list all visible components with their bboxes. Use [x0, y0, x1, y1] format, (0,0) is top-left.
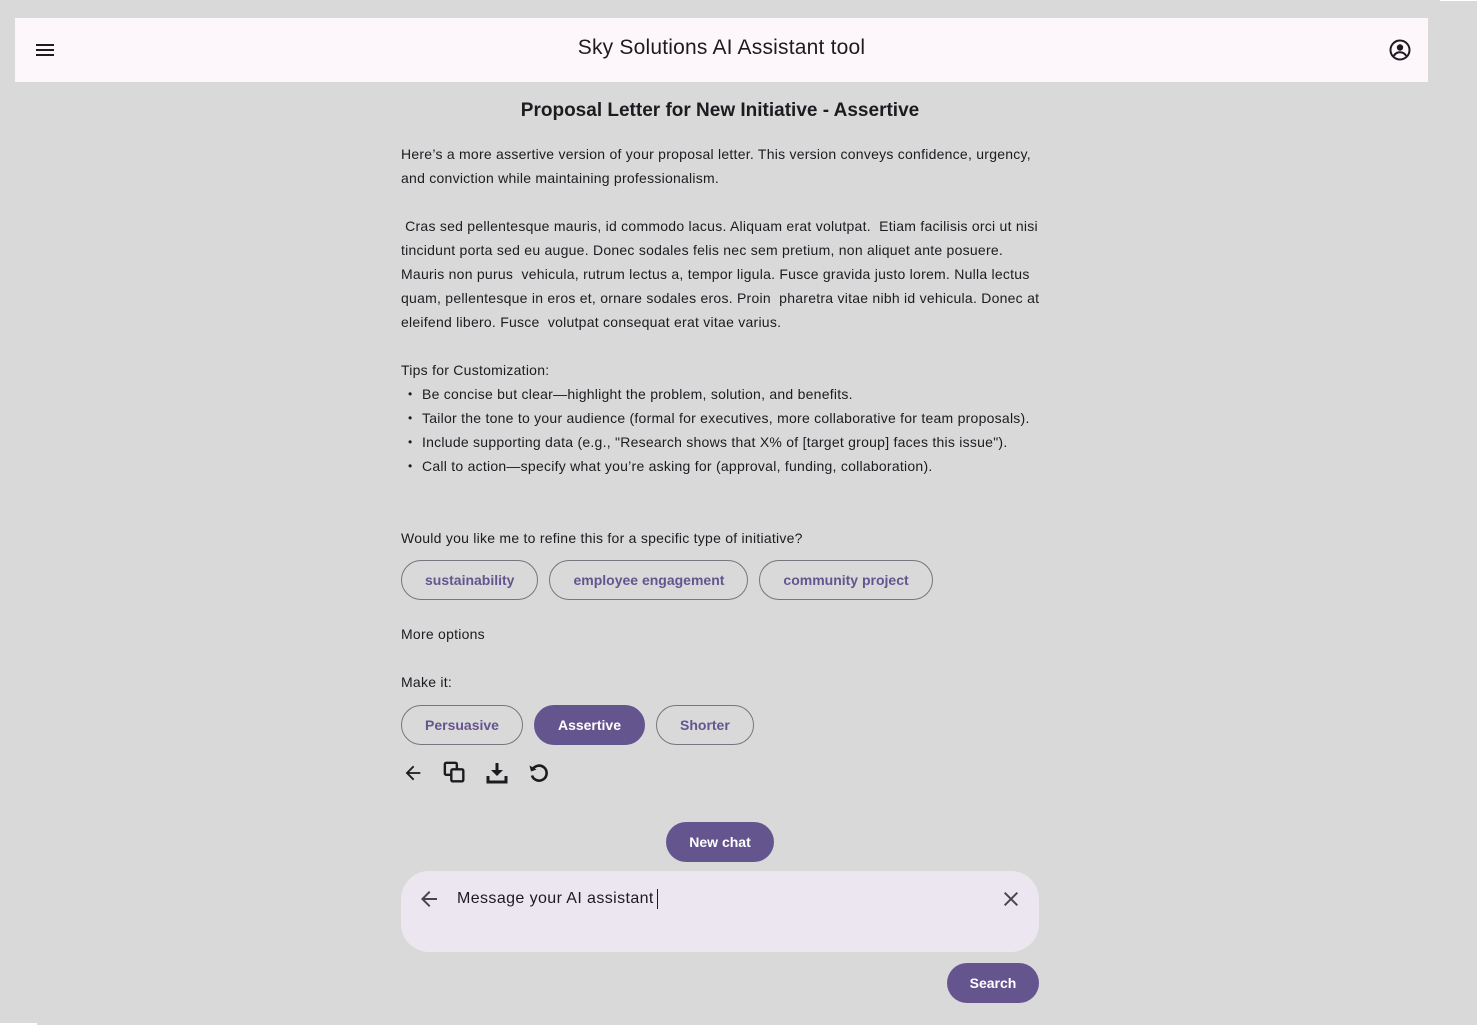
more-options-label: More options [401, 626, 485, 642]
page-corner [1440, 0, 1477, 1]
close-icon[interactable] [999, 887, 1023, 911]
tone-assertive-button[interactable]: Assertive [534, 705, 645, 745]
list-item: • Call to action—specify what you’re asking for (approval, funding, collaboration). [401, 454, 1041, 478]
tips-list [401, 382, 1041, 478]
tone-shorter-button[interactable]: Shorter [656, 705, 754, 745]
message-input[interactable] [457, 886, 977, 912]
list-item: • Tailor the tone to your audience (formal for executives, more collaborative for team proposals). [401, 406, 1041, 430]
chip-employee-engagement[interactable]: employee engagement [549, 560, 748, 600]
action-toolbar [401, 760, 551, 786]
text-caret [657, 889, 658, 909]
document-title: Proposal Letter for New Initiative - Assertive [520, 100, 920, 121]
intro-paragraph: Here’s a more assertive version of your proposal letter. This version conveys confidence, urgency, and conviction while maintaining professionalism. [401, 146, 1031, 186]
tone-chips [401, 705, 754, 745]
arrow-back-icon[interactable] [401, 760, 425, 786]
message-search-bar [401, 871, 1039, 952]
chip-sustainability[interactable]: sustainability [401, 560, 538, 600]
refine-question: Would you like me to refine this for a specific type of initiative? [401, 530, 803, 546]
app-header [15, 18, 1428, 82]
tone-persuasive-button[interactable]: Persuasive [401, 705, 523, 745]
list-item: • Include supporting data (e.g., "Research shows that X% of [target group] faces this issue"). [401, 430, 1041, 454]
arrow-back-icon[interactable] [417, 887, 441, 911]
suggestion-chips [401, 560, 933, 600]
chip-community-project[interactable]: community project [759, 560, 932, 600]
tips-heading: Tips for Customization: [401, 362, 550, 378]
body-paragraph: Cras sed pellentesque mauris, id commodo lacus. Aliquam erat volutpat. Etiam facilisis orci ut nisi tincidunt porta sed eu augue. Donec sodales felis nec sem pretium, non aliquet ante posuere. Mauris non purus vehicula, rutrum lectus a, tempor ligula. Fusce gravida justo lorem. Nulla lectus quam, pellentesque in eros et, ornare sodales eros. Proin pharetra vitae nibh id vehicula. Donec at eleifend libero. Fusce volutpat consequat erat vitae varius. [401, 218, 1044, 330]
download-icon[interactable] [485, 760, 509, 786]
new-chat-button[interactable]: New chat [666, 822, 774, 862]
copy-icon[interactable] [443, 760, 467, 786]
refresh-icon[interactable] [527, 760, 551, 786]
search-button[interactable]: Search [947, 963, 1039, 1003]
account-circle-icon[interactable] [1388, 38, 1412, 62]
make-it-label: Make it: [401, 674, 453, 690]
app-title: Sky Solutions AI Assistant tool [577, 36, 866, 59]
list-item: • Be concise but clear—highlight the problem, solution, and benefits. [401, 382, 1041, 406]
